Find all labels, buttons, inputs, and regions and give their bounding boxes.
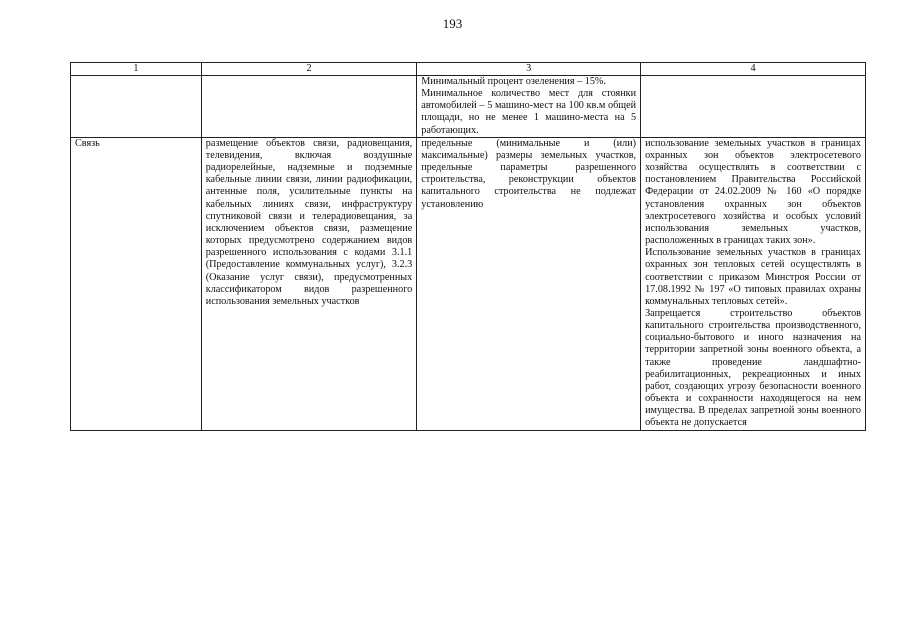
table-row [71,137,866,430]
restriction-heat-networks: Использование земельных участков в границах охранных зон тепловых сетей осуществлять в соответствии с приказом Минстроя России от 17.08.1992 № 197 «О типовых правилах охраны коммунальных тепловых сетей». [645,247,861,307]
min-greening-text: Минимальный процент озеленения – 15%. [421,76,606,87]
page-number: 193 [442,16,463,31]
restriction-electric-zones: использование земельных участков в границах охранных зон объектов электросетевого хозяйства осуществлять в соответствии с постановлением Правительства Российской Федерации от 24.02.2009 № 160 «О порядке установления охранных зон объектов электросетевого хозяйства и особых условий использования земельных участков, расположенных в границах таких зон». [645,137,861,247]
cell-continuation-col2 [201,76,416,138]
cell-use-description: размещение объектов связи, радиовещания, телевидения, включая воздушные радиорелейные, надземные и подземные кабельные линии связи, линии радиофикации, антенные поля, усилительные пункты на кабельных линиях связи, инфраструктуру спутниковой связи и телерадиовещания, за исключением объектов связи, размещение которых предусмотрено содержанием видов разрешенного использования с кодами 3.1.1 (Предоставление коммунальных услуг), 3.2.3 (Оказание услуг связи), предусмотренных классификатором видов разрешенного использования земельных участков [201,137,416,430]
cell-size-parameters: предельные (минимальные и (или) максимальные) размеры земельных участков, предельные параметры разрешенного строительства, реконструкции объектов капитального строительства не подлежат установлению [417,137,641,430]
land-use-table [70,62,866,431]
table-row [71,76,866,138]
cell-restrictions [641,137,866,430]
min-parking-text: Минимальное количество мест для стоянки автомобилей – 5 машино-мест на 100 кв.м общей площади, но не менее 1 машино-места на 5 работающих. [421,88,637,136]
restriction-military-zone: Запрещается строительство объектов капитального строительства производственного, социально-бытового и иного назначения на территории запретной зоны военного объекта, а также проведение ландшафтно-реабилитационных, рекреационных и иных работ, создающих угрозу безопасности военного объекта и сохранности находящегося на нем имущества. В пределах запретной зоны военного объекта не допускается [645,307,861,429]
cell-use-type-name: Связь [71,137,202,430]
cell-continuation-col4 [641,76,866,138]
column-number-4: 4 [641,63,866,76]
column-number-row [71,63,866,76]
column-number-1: 1 [71,63,202,76]
column-number-3: 3 [417,63,641,76]
column-number-2: 2 [201,63,416,76]
cell-continuation-col3 [417,76,641,138]
cell-continuation-col1 [71,76,202,138]
